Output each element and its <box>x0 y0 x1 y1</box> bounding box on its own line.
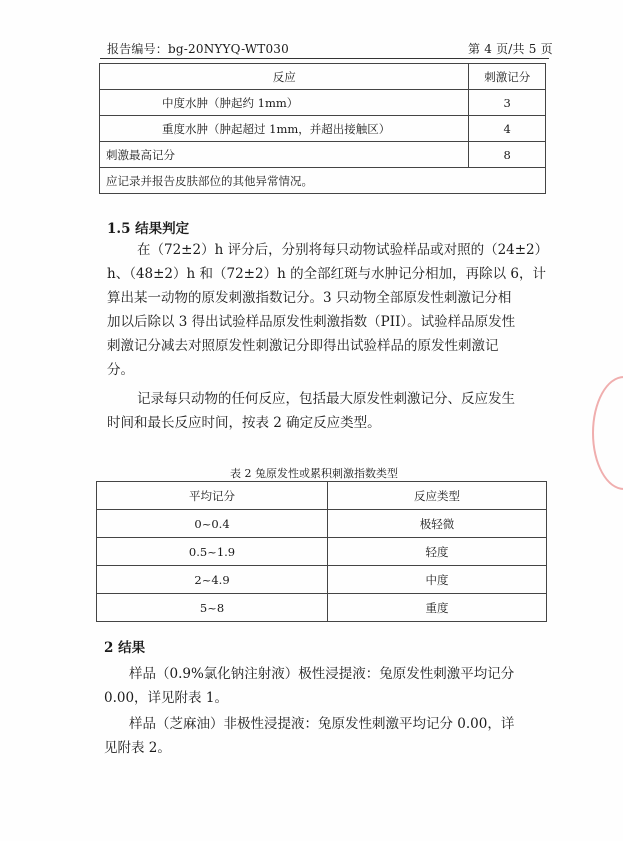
col-avg-header: 平均记分 <box>97 482 328 510</box>
avg-cell: 0.5~1.9 <box>97 538 328 566</box>
avg-cell: 2~4.9 <box>97 566 328 594</box>
table-row <box>100 116 546 142</box>
paragraph-line: 加以后除以 3 得出试验样品原发性刺激指数（PII）。试验样品原发性 <box>107 314 516 330</box>
paragraph-line: 分。 <box>107 362 134 378</box>
paragraph-record-reactions <box>107 387 515 435</box>
avg-cell: 5~8 <box>97 594 328 622</box>
table-row <box>97 594 547 622</box>
paragraph-line: 时间和最长反应时间，按表 2 确定反应类型。 <box>107 415 381 431</box>
reaction-cell: 中度水肿（肿起约 1mm） <box>100 90 469 116</box>
paragraph-result-criteria <box>107 238 548 382</box>
avg-cell: 0~0.4 <box>97 510 328 538</box>
paragraph-line: 算出某一动物的原发刺激指数记分。3 只动物全部原发性刺激记分相 <box>107 290 512 306</box>
table-row <box>97 510 547 538</box>
paragraph-line: 在（72±2）h 评分后，分别将每只动物试验样品或对照的（24±2） <box>137 242 549 258</box>
irritation-type-table <box>96 481 547 622</box>
reaction-score-table <box>99 63 546 194</box>
type-cell: 轻度 <box>328 538 547 566</box>
paragraph-nonpolar-extract <box>104 712 514 760</box>
table-header-row <box>100 64 546 90</box>
section-title-1-5: 1.5 结果判定 <box>107 221 190 237</box>
table2-caption: 表 2 兔原发性或累积刺激指数类型 <box>230 467 398 480</box>
col-type-header: 反应类型 <box>328 482 547 510</box>
score-cell: 3 <box>469 90 546 116</box>
paragraph-line: 刺激记分减去对照原发性刺激记分即得出试验样品的原发性刺激记 <box>107 338 499 354</box>
paragraph-line: 样品（0.9%氯化钠注射液）极性浸提液：兔原发性刺激平均记分 <box>129 666 515 682</box>
page-indicator: 第 4 页/共 5 页 <box>468 42 553 56</box>
header-divider <box>100 58 549 59</box>
paragraph-line: 0.00，详见附表 1。 <box>104 690 228 706</box>
table-row <box>97 566 547 594</box>
reaction-cell: 重度水肿（肿起超过 1mm，并超出接触区） <box>100 116 469 142</box>
table-row <box>100 142 546 168</box>
type-cell: 极轻微 <box>328 510 547 538</box>
paragraph-line: 见附表 2。 <box>104 740 171 756</box>
table-row <box>100 90 546 116</box>
score-cell: 4 <box>469 116 546 142</box>
paragraph-line: h、（48±2）h 和（72±2）h 的全部红斑与水肿记分相加，再除以 6，计 <box>107 266 546 282</box>
paragraph-line: 样品（芝麻油）非极性浸提液：兔原发性刺激平均记分 0.00，详 <box>129 716 515 732</box>
col-score-header: 刺激记分 <box>469 64 546 90</box>
table-row <box>97 538 547 566</box>
table-note: 应记录并报告皮肤部位的其他异常情况。 <box>100 168 546 194</box>
paragraph-line: 记录每只动物的任何反应，包括最大原发性刺激记分、反应发生 <box>137 391 515 407</box>
type-cell: 中度 <box>328 566 547 594</box>
col-reaction-header: 反应 <box>100 64 469 90</box>
seal-stamp <box>592 376 623 490</box>
report-number: 报告编号：bg-20NYYQ-WT030 <box>107 42 289 56</box>
table-note-row <box>100 168 546 194</box>
score-cell: 8 <box>469 142 546 168</box>
reaction-cell: 刺激最高记分 <box>100 142 469 168</box>
section-title-2: 2 结果 <box>104 640 146 656</box>
type-cell: 重度 <box>328 594 547 622</box>
table-header-row <box>97 482 547 510</box>
paragraph-polar-extract <box>104 662 514 710</box>
